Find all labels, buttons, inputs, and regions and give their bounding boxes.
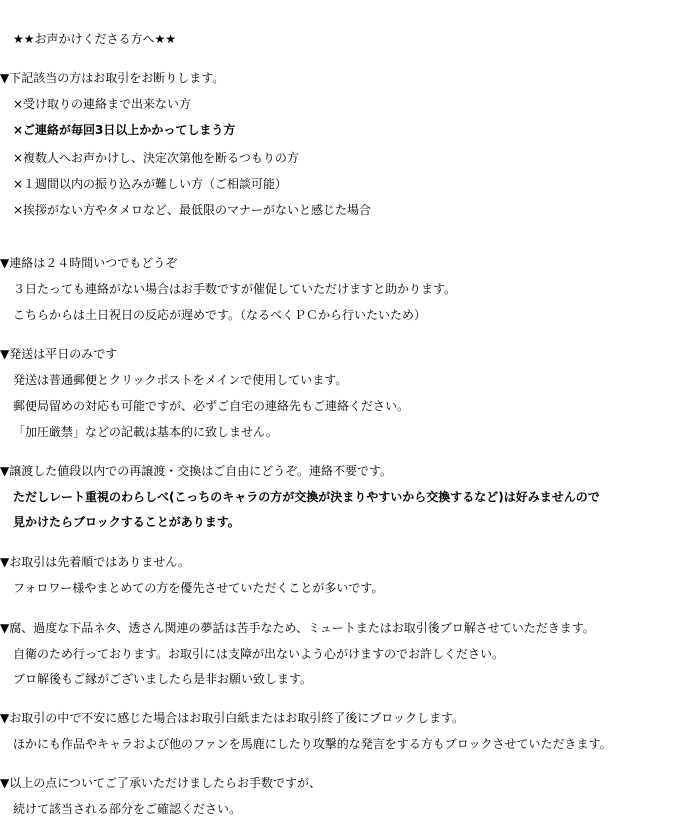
section-line: ×１週間以内の振り込みが難しい方（ご相談可能）: [13, 177, 288, 191]
section-line: ただしレート重視のわらしべ(こっちのキャラの方が交換が決まりやすいから交換するなど)は好みませんので: [13, 490, 600, 504]
section-heading: ▼下記該当の方はお取引をお断りします。: [0, 71, 225, 85]
section-heading: ▼連絡は２４時間いつでもどうぞ: [0, 256, 178, 270]
section-heading: ▼譲渡した値段以内での再譲渡・交換はご自由にどうぞ。連絡不要です。: [0, 464, 393, 478]
section-line: ×挨拶がない方やタメロなど、最低限のマナーがないと感じた場合: [13, 203, 372, 217]
section-line: ３日たっても連絡がない場合はお手数ですが催促していただけますと助かります。: [13, 282, 457, 296]
section-heading: ▼腐、過度な下品ネタ、透さん関連の夢話は苦手なため、ミュートまたはお取引後ブロ解させていただきます。: [0, 621, 595, 635]
section-heading: ▼お取引の中で不安に感じた場合はお取引白紙またはお取引終了後にブロックします。: [0, 711, 465, 725]
section-line: ほかにも作品やキャラおよび他のファンを馬鹿にしたり攻撃的な発言をする方もブロックさせていただきます。: [13, 737, 612, 751]
section-line: ×複数人へお声かけし、決定次第他を断るつもりの方: [13, 151, 299, 165]
section-heading: ▼お取引は先着順ではありません。: [0, 555, 190, 569]
section-heading: ▼発送は平日のみです: [0, 347, 118, 361]
section-line: フォロワー様やまとめての方を優先させていただくことが多いです。: [13, 581, 384, 595]
section-line: ×受け取りの連絡まで出来ない方: [13, 97, 192, 111]
notice-title: ★★お声かけくださる方へ★★: [13, 32, 177, 46]
section-line: こちらからは土日祝日の反応が遅めです。（なるべくＰＣから行いたいため）: [13, 308, 427, 322]
section-line: 発送は普通郵便とクリックポストをメインで使用しています。: [13, 373, 348, 387]
section-line: 続けて該当される部分をご確認ください。: [13, 802, 242, 816]
section-line: 郵便局留めの対応も可能ですが、必ずご自宅の連絡先もご連絡ください。: [13, 399, 410, 413]
section-heading: ▼以上の点についてご了承いただけましたらお手数ですが、: [0, 776, 321, 790]
section-line: 「加圧厳禁」などの記載は基本的に致しません。: [13, 425, 278, 439]
section-line: 自衛のため行っております。お取引には支障が出ないよう心がけますのでお許しください。: [13, 647, 505, 661]
section-line: 見かけたらブロックすることがあります。: [13, 515, 240, 529]
section-line: ×ご連絡が毎回3日以上かかってしまう方: [13, 123, 236, 137]
section-line: ブロ解後もご縁がございましたら是非お願い致します。: [13, 672, 313, 686]
